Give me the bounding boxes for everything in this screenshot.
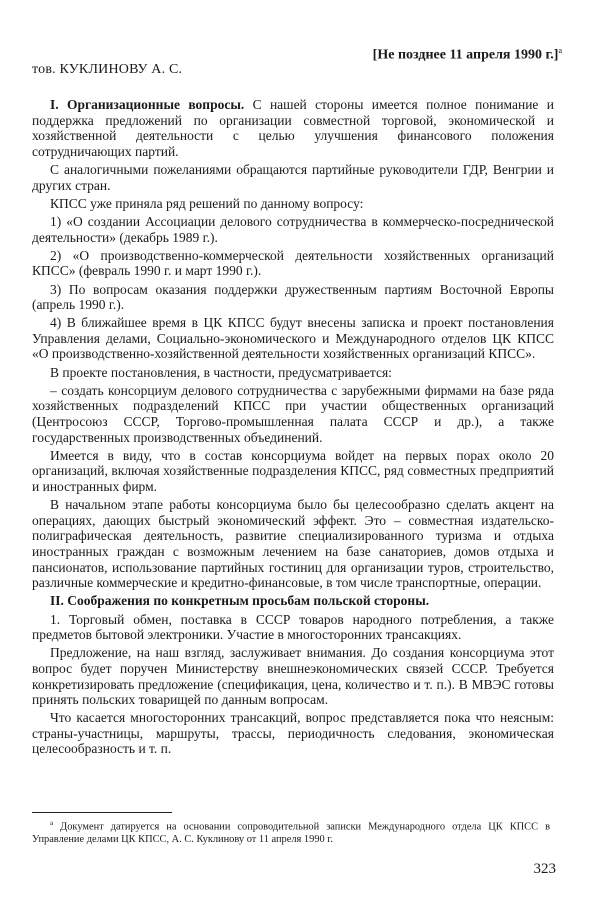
paragraph: 1. Торговый обмен, поставка в СССР товаров народного потребления, а также предметов бытовой электроники. Участие в многосторонних трансакциях. [32, 611, 554, 643]
paragraph: В проекте постановления, в частности, предусматривается: [50, 364, 392, 380]
date-text: [Не позднее 11 апреля 1990 г.] [372, 47, 559, 63]
date-footnote-mark: а [558, 46, 562, 55]
paragraph: Предложение, на наш взгляд, заслуживает внимания. До создания консорциума этот вопрос будет поручен Министерству внешнеэкономических связей СССР. Требуется конкретизировать предложение (спецификация, цена, количество и т. п.). В МВЭС готовы принять польских товарищей по данным вопросам. [32, 645, 554, 708]
paragraph: – создать консорциум делового сотрудничества с зарубежными фирмами на базе ряда хозяйственных подразделений КПСС при участии общественных организаций (Центросоюз СССР, Торгово-промышленная палата СССР и др.), а также государственных производственных объединений. [32, 382, 554, 445]
paragraph: С аналогичными пожеланиями обращаются партийные руководители ГДР, Венгрии и других стран. [32, 161, 554, 193]
paragraph: Что касается многосторонних трансакций, вопрос представляется пока что неясным: страны-участницы, маршруты, трассы, периодичность следования, экономическая целесообразность и т. п. [32, 710, 554, 757]
list-item: 2) «О производственно-коммерческой деятельности хозяйственных организаций КПСС» (февраль 1990 г. и март 1990 г.). [32, 247, 554, 279]
list-item: 1) «О создании Ассоциации делового сотрудничества в коммерческо-посреднической деятельности» (декабрь 1989 г.). [32, 213, 554, 245]
list-item: 4) В ближайшее время в ЦК КПСС будут внесены записка и проект постановления Управления делами, Социально-экономического и Международного отделов ЦК КПСС «О производственно-хозяйственной деятельности хозяйственных организаций КПСС». [32, 315, 554, 362]
document-body [32, 97, 554, 760]
footnote-text: Документ датируется на основании сопроводительной записки Международного отдела ЦК КПСС в Управление делами ЦК КПСС, А. С. Куклинову от 11 апреля 1990 г. [32, 821, 550, 846]
paragraph-organizational [32, 97, 554, 159]
footnote-divider [32, 812, 172, 813]
footnote [32, 817, 550, 846]
paragraph: В начальном этапе работы консорциума было бы целесообразно сделать акцент на операциях, дающих быстрый экономический эффект. Это – совместная издательско-полиграфическая деятельность, развитие специализированного туризма и отдыха иностранных граждан с возможным лечением на базе санаториев, домов отдыха и пансионатов, использование партийных гостиниц для организации туров, строительство, различные коммерческие и кредитно-финансовые, в том числе транспортные, операции. [32, 497, 554, 591]
paragraph: КПСС уже приняла ряд решений по данному вопросу: [50, 195, 364, 211]
section-1-heading: I. Организационные вопросы. [50, 97, 245, 112]
section-2-heading: II. Соображения по конкретным просьбам польской стороны. [50, 593, 430, 609]
paragraph-section-2 [32, 593, 554, 609]
document-date [373, 46, 562, 64]
section-1-text: С нашей стороны имеется полное понимание и поддержка предложений по организации совместной торговой, экономической и хозяйственной деятельности с целью улучшения финансового положения сотрудничающих партий. [32, 97, 554, 159]
page-number: 323 [533, 861, 556, 877]
footnote-mark: а [50, 819, 54, 827]
list-item: 3) По вопросам оказания поддержки дружественным партиям Восточной Европы (апрель 1990 г.). [32, 281, 554, 313]
addressee: тов. КУКЛИНОВУ А. С. [32, 62, 183, 77]
paragraph: Имеется в виду, что в состав консорциума войдет на первых порах около 20 организаций, включая хозяйственные подразделения КПСС, ряд совместных предприятий и иностранных фирм. [32, 447, 554, 494]
